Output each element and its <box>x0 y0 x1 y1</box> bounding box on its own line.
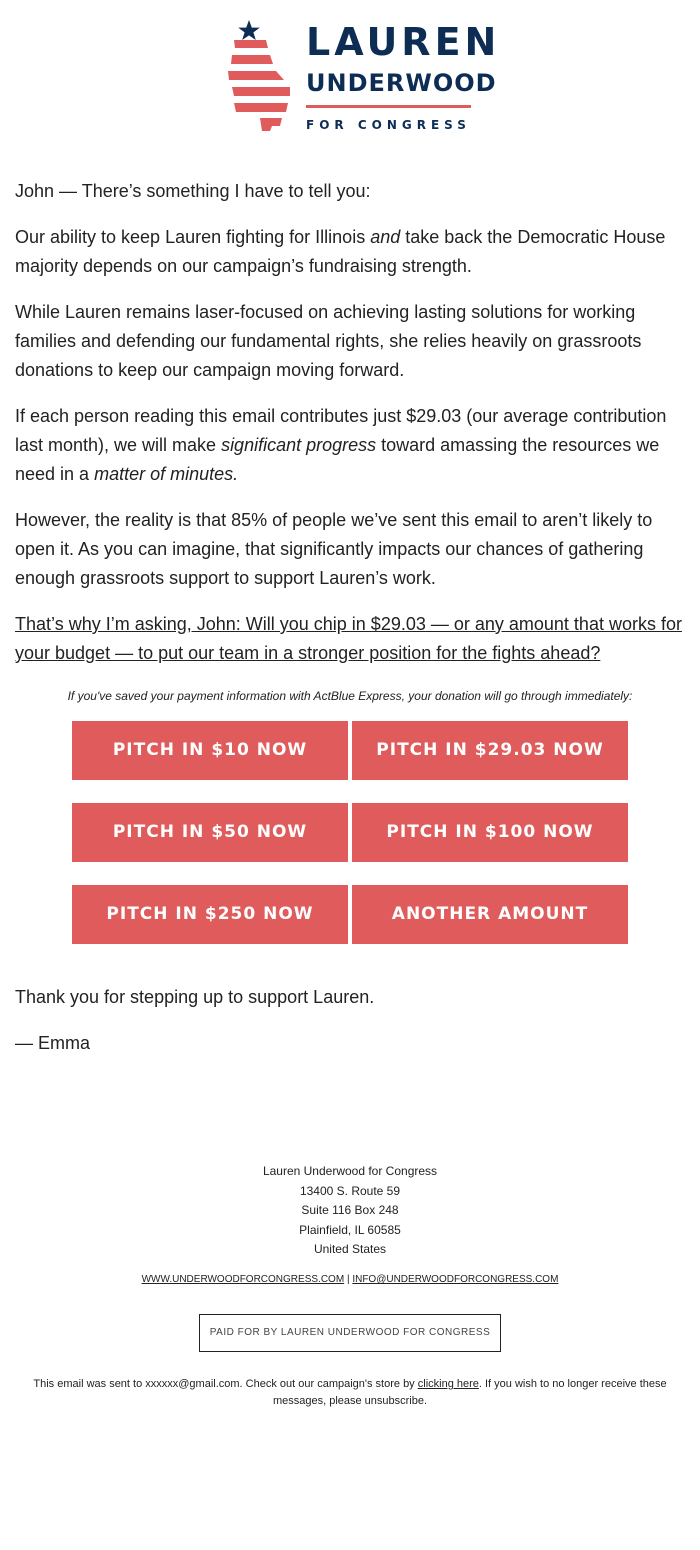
campaign-logo <box>226 18 501 136</box>
store-link[interactable]: clicking here <box>417 1378 479 1390</box>
thank-you-text: Thank you for stepping up to support Lauren. <box>15 987 375 1007</box>
another-amount-button[interactable]: ANOTHER AMOUNT <box>352 885 628 944</box>
email-link[interactable]: INFO@UNDERWOODFORCONGRESS.COM <box>352 1274 559 1285</box>
donate-100-button[interactable]: PITCH IN $100 NOW <box>352 803 628 862</box>
paragraph-2: While Lauren remains laser-focused on achieving lasting solutions for working families and defending our fundamental rights, she relies heavily on grassroots donations to keep our campaign moving forward. <box>15 302 642 380</box>
donate-10-button[interactable]: PITCH IN $10 NOW <box>72 721 348 780</box>
footer-org: Lauren Underwood for Congress <box>262 1164 438 1178</box>
logo-last-name: UNDERWOOD <box>306 69 497 97</box>
paragraph-3: If each person reading this email contributes just $29.03 (our average contribution last month), we will make significant progress toward amassing the resources we need in a matter of minutes. <box>15 406 667 484</box>
donate-250-button[interactable]: PITCH IN $250 NOW <box>72 885 348 944</box>
legal-notice: This email was sent to xxxxxx@gmail.com. Check out our campaign's store by clicking here. If you wish to no longer receive these messages, please unsubscribe. <box>33 1378 667 1407</box>
footer-street: 13400 S. Route 59 <box>299 1183 401 1198</box>
footer-suite: Suite 116 Box 248 <box>301 1203 399 1217</box>
footer-city: Plainfield, IL 60585 <box>299 1222 401 1237</box>
logo-divider <box>306 105 471 108</box>
donation-ask-link[interactable]: That’s why I’m asking, John: Will you chip in $29.03 — or any amount that works for your budget — to put our team in a stronger position for the fights ahead? <box>15 614 682 663</box>
footer-country: United States <box>313 1242 387 1256</box>
footer-link-separator: | <box>346 1274 350 1285</box>
signature: — Emma <box>15 1033 91 1053</box>
email-closing <box>15 983 687 1075</box>
greeting: John — There’s something I have to tell you: <box>15 181 371 201</box>
paragraph-4: However, the reality is that 85% of people we’ve sent this email to aren’t likely to open it. As you can imagine, that significantly impacts our chances of gathering enough grassroots support to support Lauren’s work. <box>15 510 653 588</box>
email-body <box>15 177 687 685</box>
illinois-flag-icon <box>226 18 292 134</box>
footer-address <box>0 1162 700 1260</box>
paragraph-1: Our ability to keep Lauren fighting for Illinois and take back the Democratic House majority depends on our campaign’s fundraising strength. <box>15 227 666 276</box>
paid-for-disclaimer: PAID FOR BY LAUREN UNDERWOOD FOR CONGRESS <box>199 1314 501 1352</box>
footer-links <box>0 1273 700 1287</box>
donate-50-button[interactable]: PITCH IN $50 NOW <box>72 803 348 862</box>
website-link[interactable]: WWW.UNDERWOODFORCONGRESS.COM <box>141 1274 345 1285</box>
donate-29-03-button[interactable]: PITCH IN $29.03 NOW <box>352 721 628 780</box>
logo-tagline: FOR CONGRESS <box>306 118 471 132</box>
actblue-express-note: If you've saved your payment information with ActBlue Express, your donation will go through immediately: <box>67 689 633 703</box>
logo-first-name: LAUREN <box>306 20 501 64</box>
